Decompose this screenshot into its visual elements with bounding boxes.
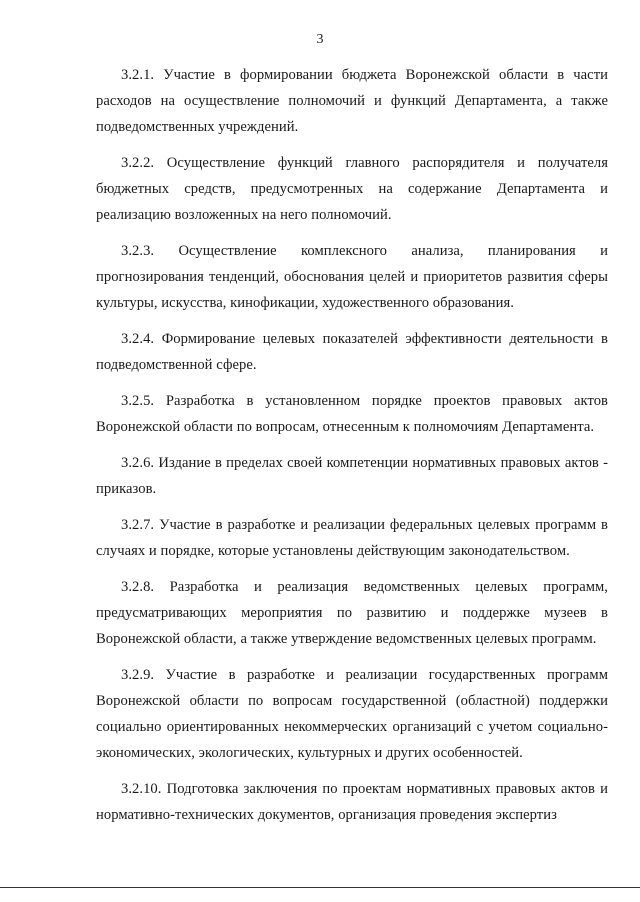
paragraph-3-2-10: 3.2.10. Подготовка заключения по проектам нормативных правовых актов и нормативно-технических документов, организация проведения экспертиз: [96, 781, 608, 823]
paragraph-3-2-7: 3.2.7. Участие в разработке и реализации федеральных целевых программ в случаях и порядке, которые установлены действующим законодательством.: [96, 517, 608, 559]
paragraph-3-2-8: 3.2.8. Разработка и реализация ведомственных целевых программ, предусматривающих мероприятия по развитию и поддержке музеев в Воронежской области, а также утверждение ведомственных целевых программ.: [96, 579, 608, 647]
page-number: 3: [316, 32, 324, 47]
paragraph-3-2-3: 3.2.3. Осуществление комплексного анализа, планирования и прогнозирования тенденций, обоснования целей и приоритетов развития сферы культуры, искусства, кинофикации, художественного образования.: [96, 243, 608, 311]
paragraph-3-2-9: 3.2.9. Участие в разработке и реализации государственных программ Воронежской области по вопросам государственной (областной) поддержки социально ориентированных некоммерческих организаций с учетом социально-экономических, экологических, культурных и других особенностей.: [96, 667, 608, 761]
paragraph-3-2-5: 3.2.5. Разработка в установленном порядке проектов правовых актов Воронежской области по вопросам, отнесенным к полномочиям Департамента.: [96, 393, 608, 435]
document-body: [96, 62, 608, 838]
paragraph-3-2-2: 3.2.2. Осуществление функций главного распорядителя и получателя бюджетных средств, предусмотренных на содержание Департамента и реализацию возложенных на него полномочий.: [96, 155, 608, 223]
paragraph-3-2-1: 3.2.1. Участие в формировании бюджета Воронежской области в части расходов на осуществление полномочий и функций Департамента, а также подведомственных учреждений.: [96, 67, 608, 135]
paragraph-3-2-4: 3.2.4. Формирование целевых показателей эффективности деятельности в подведомственной сфере.: [96, 331, 608, 373]
bottom-divider: [0, 887, 640, 888]
paragraph-3-2-6: 3.2.6. Издание в пределах своей компетенции нормативных правовых актов - приказов.: [96, 455, 608, 497]
